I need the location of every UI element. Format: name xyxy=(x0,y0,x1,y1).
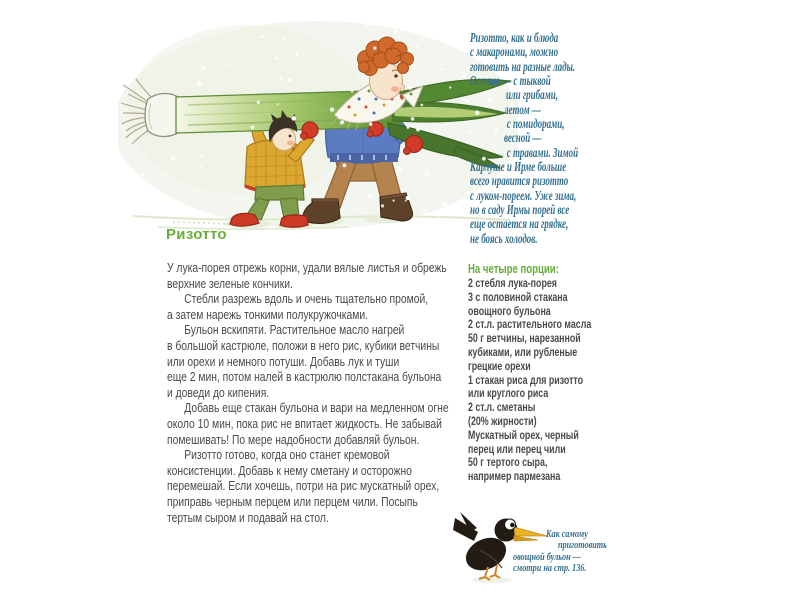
text-line: Бульон вскипяти. Растительное масло нагрей xyxy=(184,323,405,338)
recipe-instructions xyxy=(167,261,449,526)
text-line: перец или перец чили xyxy=(468,441,566,456)
text-line: Мускатный орех, черный xyxy=(468,427,579,442)
text-line: Осенью — с тыквой xyxy=(470,73,551,89)
recipe-title: Ризотто xyxy=(166,226,227,243)
paragraph xyxy=(167,261,449,292)
text-line: с помидорами, xyxy=(506,116,565,132)
text-line: не боясь холодов. xyxy=(470,230,538,246)
text-line: 3 с половиной стакана xyxy=(468,289,568,304)
text-line: Стебли разрежь вдоль и очень тщательно промой, xyxy=(184,292,429,307)
leek-carrying-illustration xyxy=(118,15,518,233)
text-line: еще остается на грядке, xyxy=(470,216,569,232)
text-line: весной — xyxy=(504,130,542,146)
text-line: Карлуше и Ирме больше xyxy=(470,159,567,175)
text-line: готовить на разные лады. xyxy=(470,58,576,74)
paragraph xyxy=(167,401,449,448)
text-line: или орехи и немного потуши. Добавь лук и туши xyxy=(167,354,400,369)
text-line: например пармезана xyxy=(468,469,561,484)
paragraph xyxy=(167,323,449,401)
text-line: с травами. Зимой xyxy=(506,144,579,160)
text-line: 1 стакан риса для ризотто xyxy=(468,372,584,387)
crow-pupil xyxy=(510,523,514,527)
text-line: овощной бульон — xyxy=(513,550,581,563)
text-line: Добавь еще стакан бульона и вари на медленном огне xyxy=(184,401,449,416)
text-line: Ризотто готово, когда оно станет кремовой xyxy=(184,448,390,463)
text-line: кубиками, или рубленые xyxy=(468,344,578,359)
text-line: грецкие орехи xyxy=(468,358,531,373)
text-line: в большой кастрюле, положи в него рис, кубики ветчины xyxy=(167,338,440,353)
text-line: летом — xyxy=(504,101,541,117)
text-line: 2 ст.л. сметаны xyxy=(468,400,536,415)
text-line: но в саду Ирмы порей все xyxy=(470,202,570,218)
text-line: 2 ст.л. растительного масла xyxy=(468,317,592,332)
text-line: или грибами, xyxy=(506,87,558,103)
text-line: с луком-пореем. Уже зима, xyxy=(470,187,577,203)
text-line: (20% жирности) xyxy=(468,413,537,428)
text-line: овощного бульона xyxy=(468,303,551,318)
text-line: приготовить xyxy=(558,539,607,552)
text-line: верхние зеленые кончики. xyxy=(167,276,293,291)
text-line: тертым сыром и подавай на стол. xyxy=(167,510,329,525)
crow-shadow xyxy=(472,577,512,583)
text-line: смотри на стр. 136. xyxy=(513,561,587,574)
text-line: 50 г ветчины, нарезанной xyxy=(468,331,581,346)
text-line: всего нравится ризотто xyxy=(470,173,569,189)
text-line: с макаронами, можно xyxy=(470,44,559,60)
text-line: У лука-порея отрежь корни, удали вялые листья и обрежь xyxy=(167,261,447,275)
text-line: Как самому xyxy=(546,528,588,540)
text-line: еще 2 мин, потом налей в кастрюлю полстакана бульона xyxy=(167,370,442,385)
text-line: а затем нарежь тонкими полукружочками. xyxy=(167,307,369,322)
servings-heading: На четыре порции: xyxy=(468,261,559,276)
footnote-broth-reference xyxy=(513,529,607,574)
ingredients-list xyxy=(468,277,591,484)
text-line: 50 г тертого сыра, xyxy=(468,455,548,470)
text-line: приправь черным перцем или перцем чили. Посыпь xyxy=(167,494,418,509)
text-line: около 10 мин, пока рис не впитает жидкость. Не забывай xyxy=(167,416,442,431)
sidebar-intro-note xyxy=(470,31,578,246)
paragraph xyxy=(167,448,449,526)
text-line: или круглого риса xyxy=(468,386,549,401)
text-line: помешивать! По мере надобности добавляй бульон. xyxy=(167,432,420,447)
paragraph xyxy=(167,292,449,323)
text-line: консистенции. Добавь к нему сметану и осторожно xyxy=(167,463,412,478)
text-line: перемешай. Если хочешь, потри на рис мускатный орех, xyxy=(167,479,440,494)
text-line: Ризотто, как и блюда xyxy=(470,30,559,45)
text-line: и доведи до кипения. xyxy=(167,385,270,400)
text-line: 2 стебля лука-порея xyxy=(468,276,557,290)
